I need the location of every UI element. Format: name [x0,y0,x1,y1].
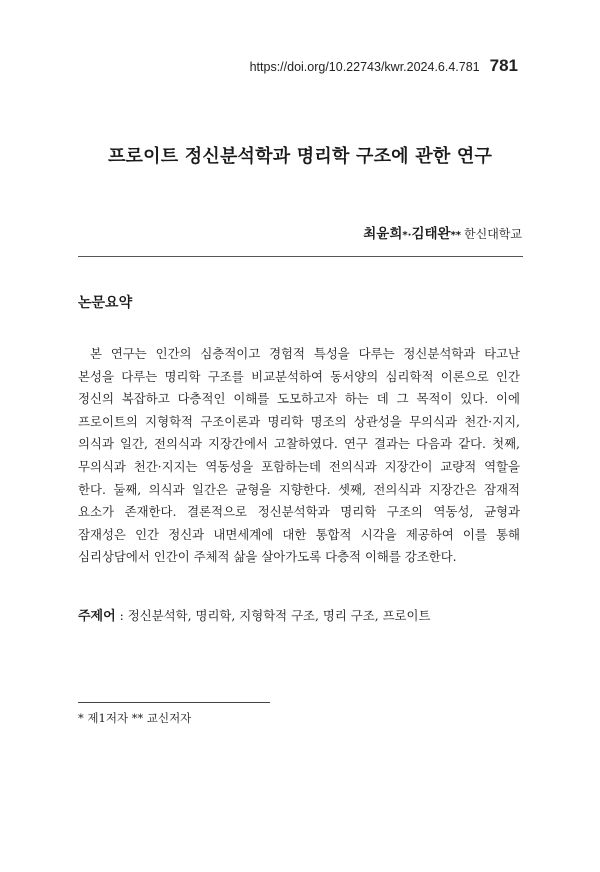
second-author-mark: ** [450,230,462,241]
doi-link[interactable]: https://doi.org/10.22743/kwr.2024.6.4.781 [249,60,480,74]
author-line [363,222,522,242]
author-footnote: * 제1저자 ** 교신저자 [78,711,192,725]
paper-title: 프로이트 정신분석학과 명리학 구조에 관한 연구 [107,146,493,167]
second-author: 김태완 [411,226,451,242]
page-number: 781 [489,56,518,75]
header-divider [78,256,523,257]
keywords-text: 정신분석학, 명리학, 지형학적 구조, 명리 구조, 프로이트 [127,608,431,623]
footnote-divider [78,702,270,703]
keywords-label: 주제어 [78,609,116,624]
affiliation: 한신대학교 [464,227,522,241]
author-separator: · [407,230,412,241]
keywords-line [78,605,523,624]
page-header [250,56,518,76]
first-author: 최윤희 [363,226,403,242]
first-author-mark: * [402,230,408,241]
keywords-separator: : [115,608,128,623]
abstract-heading: 논문요약 [78,295,133,311]
abstract-body: 본 연구는 인간의 심층적이고 경험적 특성을 다루는 정신분석학과 타고난 본성을 다루는 명리학 구조를 비교분석하여 동서양의 심리학적 이론으로 인간 정신의 복잡하고 다층적인 이해를 도모하고자 하는 데 그 목적이 있다. 이에 프로이트의 지형학적 구조이론과 명리학 명조의 상관성을 무의식과 천간·지지, 의식과 일간, 전의식과 지장간에서 고찰하였다. 연구 결과는 다음과 같다. 첫째, 무의식과 천간·지지는 역동성을 포함하는데 전의식과 지장간이 교량적 역할을 한다. 둘째, 의식과 일간은 균형을 지향한다. 셋째, 전의식과 지장간은 잠재적 요소가 존재한다. 결론적으로 정신분석학과 명리학 구조의 역동성, 균형과 잠재성은 인간 정신과 내면세계에 대한 통합적 시각을 제공하여 이를 통해 심리상담에서 인간이 주체적 삶을 살아가도록 다층적 이해를 강조한다. [78,346,520,565]
